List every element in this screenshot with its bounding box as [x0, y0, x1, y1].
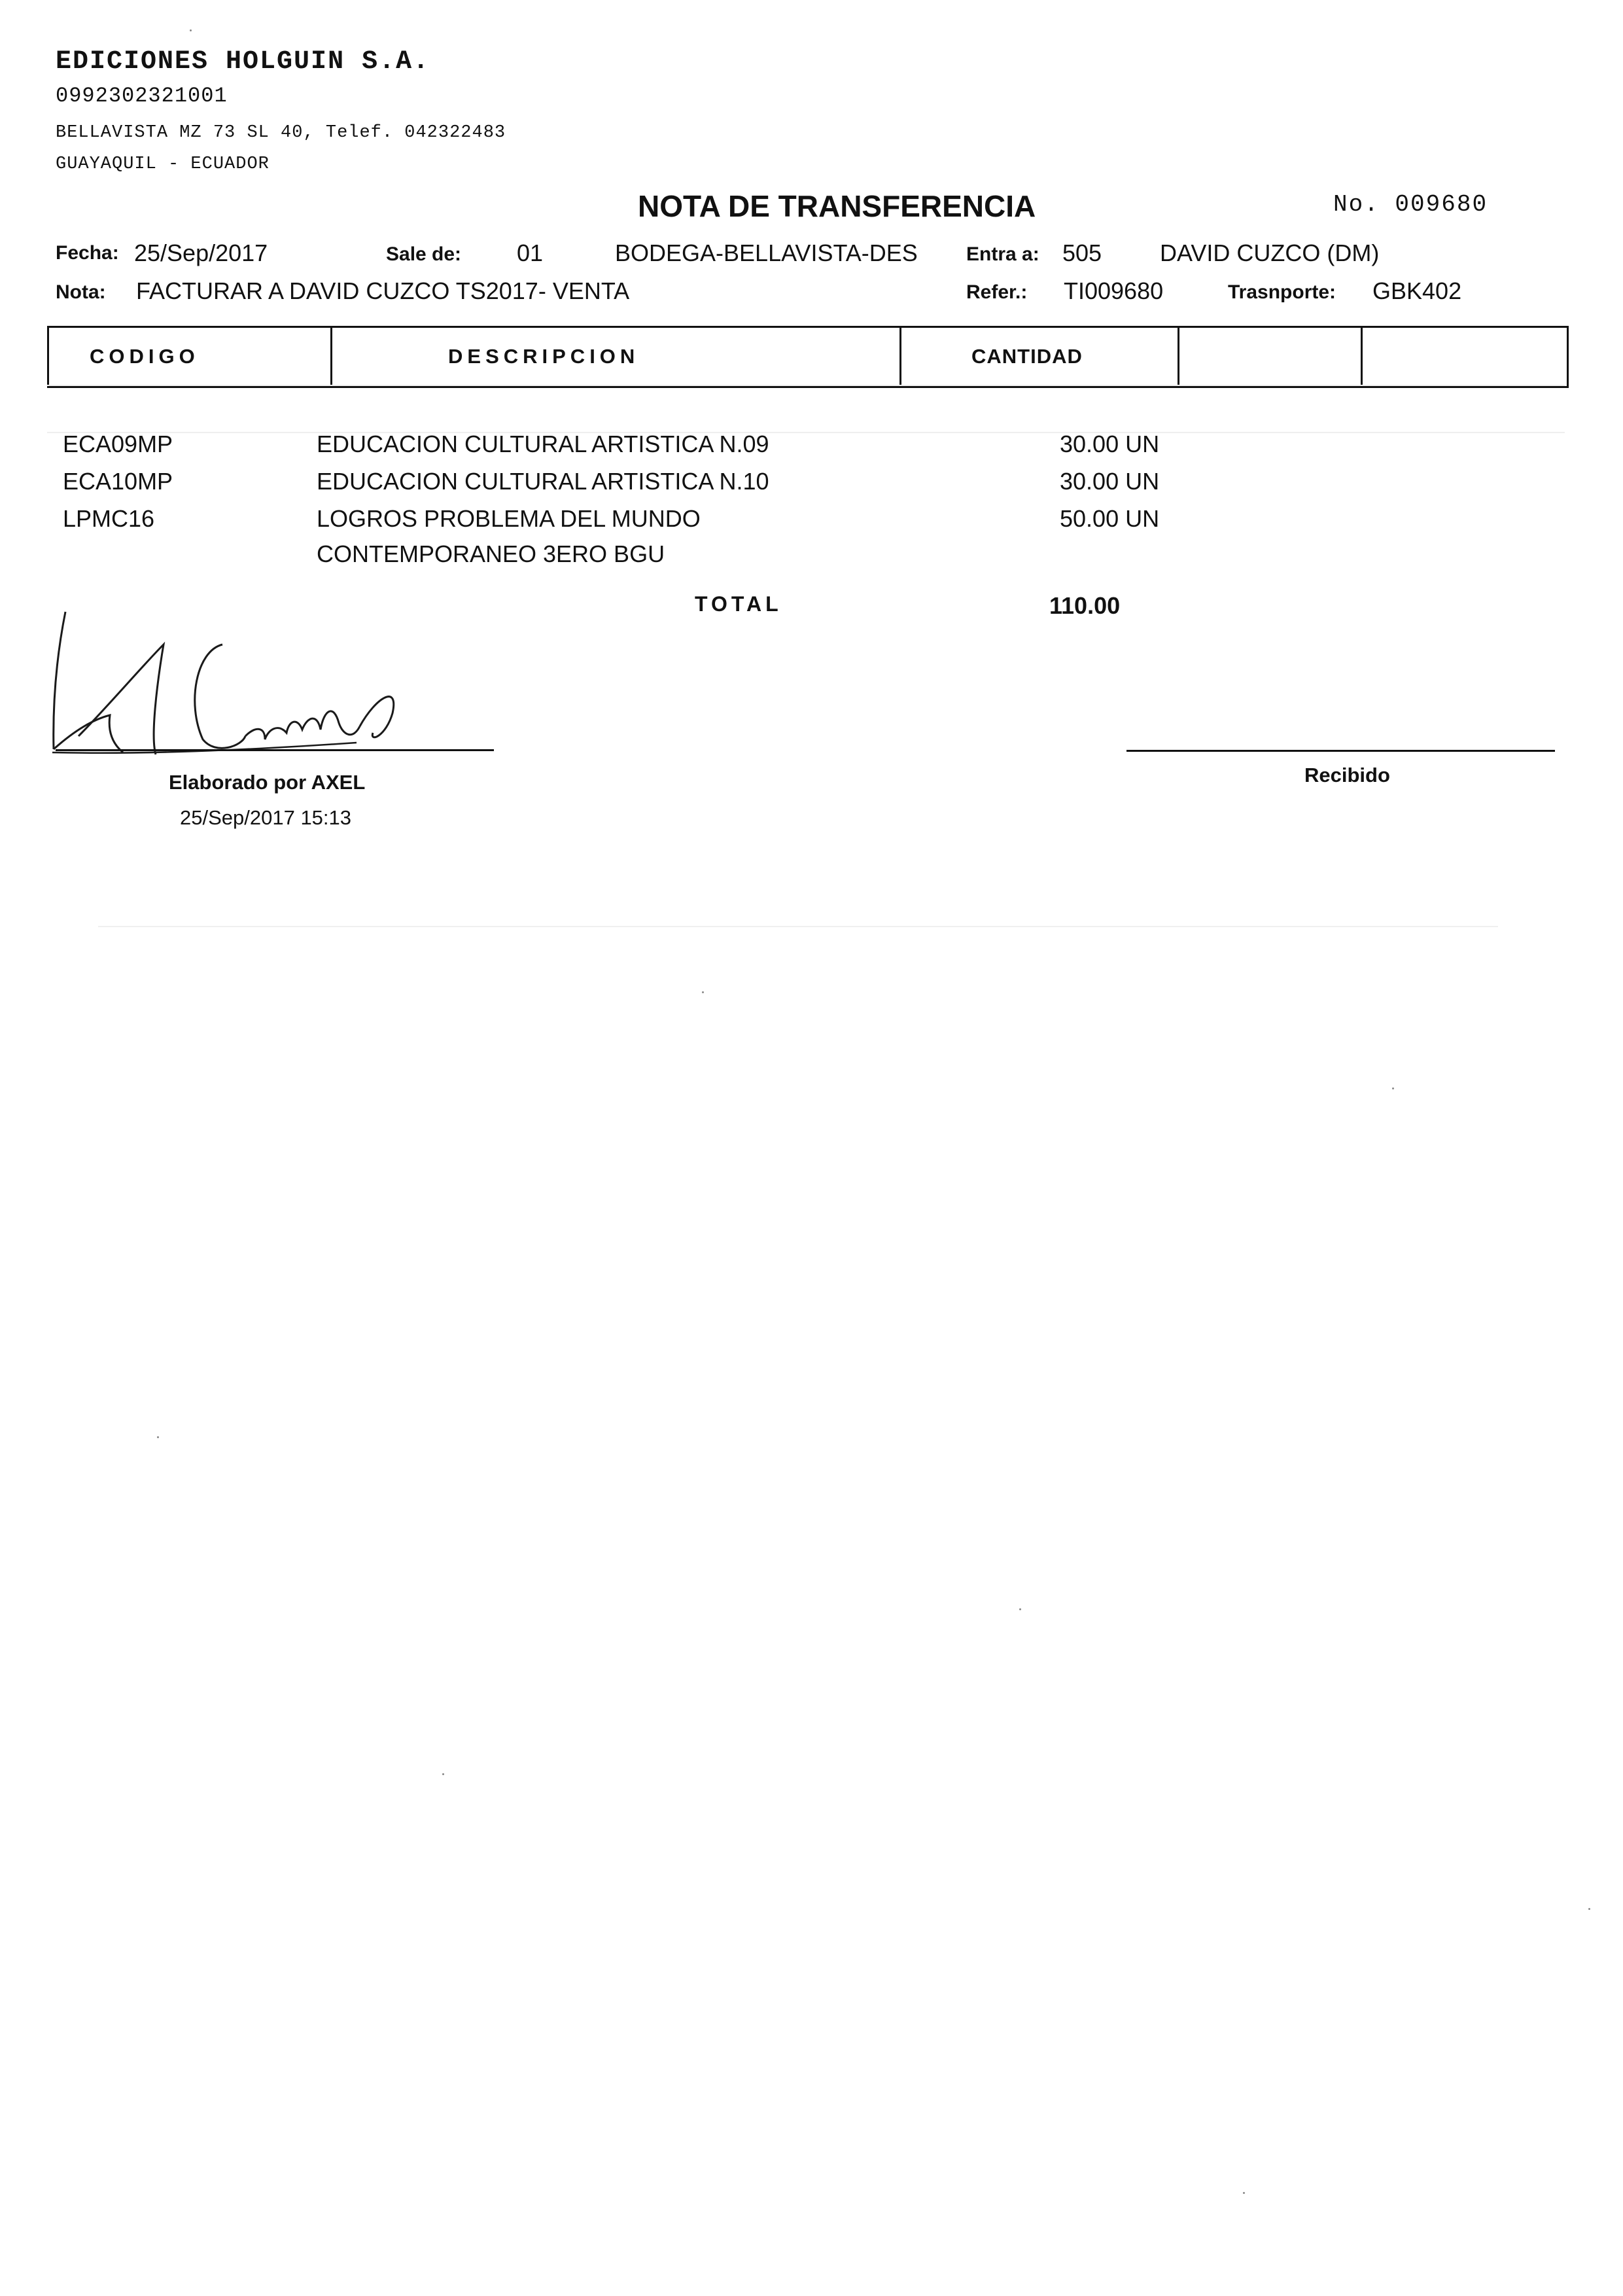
row-3-description: LOGROS PROBLEMA DEL MUNDO: [317, 505, 701, 532]
elaborado-date: 25/Sep/2017 15:13: [180, 806, 352, 829]
refer-value: TI009680: [1064, 277, 1164, 304]
fecha-value: 25/Sep/2017: [134, 239, 268, 266]
entra-a-code: 505: [1062, 239, 1102, 266]
scan-speck: [442, 1773, 444, 1775]
table-header: [47, 326, 1569, 388]
row-3-description-line2: CONTEMPORANEO 3ERO BGU: [317, 540, 665, 567]
entra-a-name: DAVID CUZCO (DM): [1160, 239, 1380, 266]
refer-label: Refer.:: [966, 281, 1028, 303]
column-header-descripcion: DESCRIPCION: [448, 345, 640, 368]
document-title: NOTA DE TRANSFERENCIA: [638, 189, 1036, 223]
document-number-value: 009680: [1395, 191, 1488, 218]
company-city: GUAYAQUIL - ECUADOR: [56, 154, 270, 174]
scan-speck: [190, 29, 192, 31]
column-divider: [1178, 328, 1179, 386]
sale-de-name: BODEGA-BELLAVISTA-DES: [615, 239, 918, 266]
row-2-description: EDUCACION CULTURAL ARTISTICA N.10: [317, 468, 769, 495]
column-header-cantidad: CANTIDAD: [971, 345, 1083, 368]
column-divider: [899, 328, 901, 386]
column-divider: [1361, 328, 1363, 386]
scan-speck: [1019, 1608, 1021, 1610]
signature-line-elaborado: [56, 749, 494, 751]
row-1-code: ECA09MP: [63, 431, 173, 457]
fecha-label: Fecha:: [56, 242, 119, 264]
row-3-quantity: 50.00 UN: [1060, 505, 1160, 532]
column-divider: [330, 328, 332, 386]
scan-speck: [157, 1436, 159, 1438]
sale-de-label: Sale de:: [386, 243, 462, 265]
signature-scribble: [46, 605, 412, 762]
company-address: BELLAVISTA MZ 73 SL 40, Telef. 042322483: [56, 123, 506, 143]
transporte-value: GBK402: [1372, 277, 1462, 304]
sale-de-code: 01: [517, 239, 544, 266]
row-3-code: LPMC16: [63, 505, 155, 532]
scan-speck: [1588, 1908, 1590, 1910]
nota-value: FACTURAR A DAVID CUZCO TS2017- VENTA: [136, 277, 630, 304]
bleed-through-artifact: [47, 385, 1565, 433]
scan-speck: [1392, 1087, 1394, 1089]
scan-speck: [1243, 2192, 1245, 2194]
recibido-label: Recibido: [1304, 764, 1390, 786]
total-value: 110.00: [1049, 592, 1121, 619]
row-2-code: ECA10MP: [63, 468, 173, 495]
document-number: [1333, 191, 1488, 218]
company-name: EDICIONES HOLGUIN S.A.: [56, 47, 430, 77]
total-label: TOTAL: [695, 592, 782, 616]
entra-a-label: Entra a:: [966, 243, 1039, 265]
scan-speck: [702, 991, 704, 993]
signature-line-recibido: [1126, 750, 1555, 752]
row-1-quantity: 30.00 UN: [1060, 431, 1160, 457]
row-1-description: EDUCACION CULTURAL ARTISTICA N.09: [317, 431, 769, 457]
elaborado-por: Elaborado por AXEL: [169, 771, 366, 794]
company-ruc: 0992302321001: [56, 84, 228, 108]
row-2-quantity: 30.00 UN: [1060, 468, 1160, 495]
bleed-through-artifact: [98, 926, 1498, 927]
transporte-label: Trasnporte:: [1228, 281, 1336, 303]
column-header-codigo: CODIGO: [90, 345, 200, 368]
document-number-label: No.: [1333, 191, 1380, 218]
nota-label: Nota:: [56, 281, 106, 303]
